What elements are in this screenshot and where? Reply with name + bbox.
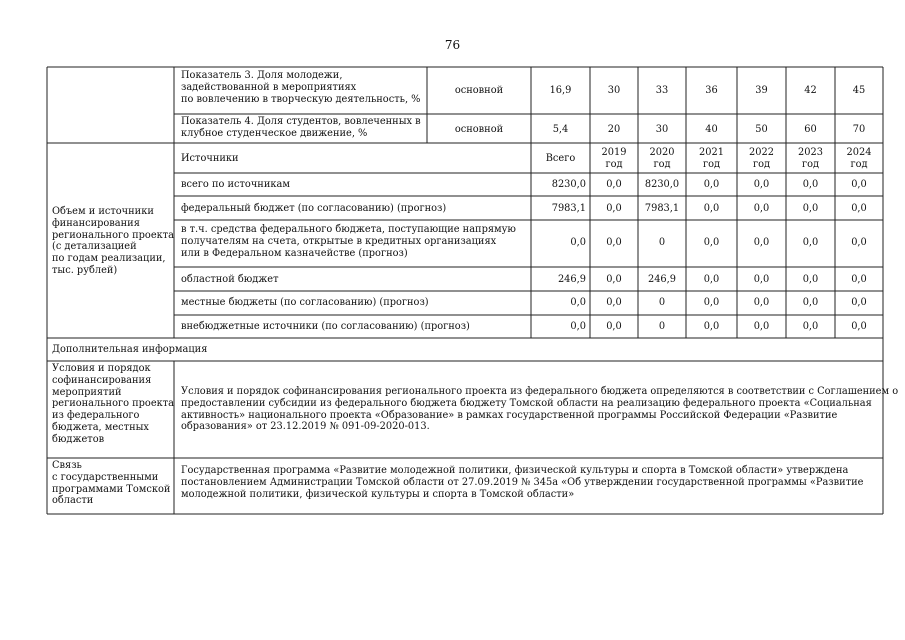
funding-value: 0,0 [703, 274, 720, 285]
funding-value: 0,0 [606, 237, 622, 248]
indicator-value: 16,9 [549, 85, 572, 96]
indicator-value: 30 [607, 85, 621, 96]
funding-source: областной бюджет [181, 274, 279, 285]
funding-value: 0,0 [703, 179, 720, 190]
funding-value: 0,0 [802, 274, 819, 285]
indicator-value: 20 [607, 124, 621, 135]
indicator-value: 33 [655, 85, 669, 96]
year-header: 2024 год [846, 147, 872, 170]
indicator-value: 70 [852, 124, 866, 135]
year-header: 2020 год [649, 147, 675, 170]
funding-value: 246,9 [647, 274, 677, 285]
indicator-value: 5,4 [552, 124, 569, 135]
indicator-type: основной [454, 85, 504, 96]
funding-source: федеральный бюджет (по согласованию) (прогноз) [181, 203, 447, 214]
funding-value: 0,0 [802, 203, 819, 214]
indicator-name: Показатель 3. Доля молодежи, задействованной в мероприятиях по вовлечению в творческую деятельность, % [181, 70, 421, 105]
additional-info-title: Дополнительная информация [52, 344, 208, 355]
funding-value: 0,0 [802, 297, 819, 308]
funding-label: Объем и источники финансирования регионального проекта (с детализацией по годам реализации, тыс. рублей) [52, 206, 175, 276]
funding-value: 0,0 [570, 297, 586, 308]
indicator-value: 30 [655, 124, 669, 135]
funding-value: 0 [658, 237, 666, 248]
funding-value: 0,0 [606, 203, 622, 214]
funding-value: 0,0 [851, 203, 867, 214]
funding-value: 0,0 [851, 321, 867, 332]
funding-value: 0 [658, 321, 666, 332]
funding-value: 246,9 [557, 274, 586, 285]
year-header: 2021 год [699, 147, 724, 170]
indicator-value: 42 [804, 85, 817, 96]
funding-value: 8230,0 [551, 179, 586, 190]
indicator-name: Показатель 4. Доля студентов, вовлеченных в клубное студенческое движение, % [181, 116, 421, 139]
funding-value: 0,0 [703, 297, 720, 308]
funding-value: 0,0 [851, 274, 867, 285]
additional-info-text: Государственная программа «Развитие молодежной политики, физической культуры и спорта в Томской области» утверждена постановлением Администрации Томской области от 27.09.2019 № 345а «Об утверждении государственной программы «Развитие молодежной политики, физической культуры и спорта в Томской области» [181, 465, 864, 500]
funding-value: 0,0 [606, 321, 622, 332]
funding-value: 0,0 [753, 203, 770, 214]
funding-value: 0,0 [851, 297, 867, 308]
additional-info-text: Условия и порядок софинансирования регионального проекта из федерального бюджета определяются в соответствии с Соглашением о предоставлении субсидии из федерального бюджета бюджету Томской области на реализацию федерального проекта «Социальная активность» национального проекта «Образование» в рамках государственной программы Российской Федерации «Развитие образования» от 23.12.2019 № 091-09-2020-013. [181, 386, 899, 433]
indicator-value: 40 [705, 124, 718, 135]
funding-value: 0,0 [851, 179, 867, 190]
funding-value: 0,0 [606, 274, 622, 285]
funding-value: 0,0 [606, 297, 622, 308]
indicator-value: 36 [705, 85, 718, 96]
funding-value: 0,0 [606, 179, 622, 190]
funding-value: 0,0 [753, 237, 770, 248]
funding-value: 0,0 [802, 179, 819, 190]
funding-value: 0,0 [753, 179, 770, 190]
funding-value: 0,0 [703, 237, 720, 248]
additional-info-label: Связь с государственными программами Томской области [52, 460, 171, 507]
funding-value: 7983,1 [551, 203, 586, 214]
additional-info-label: Условия и порядок софинансирования мероприятий регионального проекта из федерального бюджета, местных бюджетов [52, 363, 175, 445]
year-header: 2023 год [798, 147, 823, 170]
indicator-value: 60 [804, 124, 817, 135]
funding-value: 0,0 [753, 321, 770, 332]
funding-value: 7983,1 [644, 203, 680, 214]
indicator-value: 45 [852, 85, 866, 96]
funding-source: внебюджетные источники (по согласованию) (прогноз) [181, 321, 470, 332]
funding-value: 0,0 [703, 203, 720, 214]
funding-value: 0,0 [570, 237, 586, 248]
funding-value: 0,0 [802, 237, 819, 248]
funding-value: 0,0 [703, 321, 720, 332]
funding-value: 8230,0 [644, 179, 680, 190]
page-number: 76 [444, 38, 461, 52]
funding-source: в т.ч. средства федерального бюджета, поступающие напрямую получателям на счета, открытые в кредитных организациях или в Федеральном казначействе (прогноз) [181, 224, 516, 259]
year-header: 2019 год [601, 147, 627, 170]
funding-value: 0,0 [753, 274, 770, 285]
funding-value: 0,0 [802, 321, 819, 332]
indicator-type: основной [454, 124, 504, 135]
funding-value: 0,0 [570, 321, 586, 332]
funding-value: 0,0 [753, 297, 770, 308]
sources-header: Источники [181, 153, 239, 164]
indicator-value: 39 [755, 85, 768, 96]
funding-source: местные бюджеты (по согласованию) (прогноз) [181, 297, 429, 308]
funding-value: 0 [658, 297, 666, 308]
indicator-value: 50 [755, 124, 768, 135]
funding-source: всего по источникам [181, 179, 290, 190]
total-header: Всего [545, 153, 576, 164]
funding-value: 0,0 [851, 237, 867, 248]
year-header: 2022 год [749, 147, 774, 170]
